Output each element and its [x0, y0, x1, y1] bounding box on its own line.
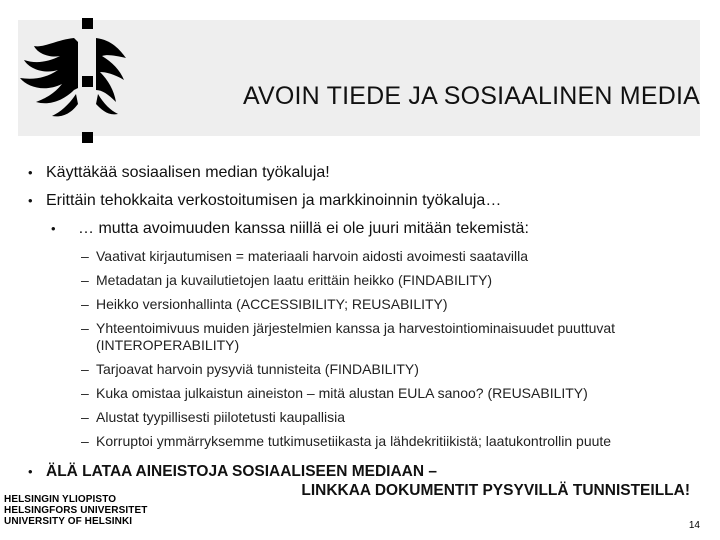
bullet-marker: •	[28, 464, 33, 479]
dash-item	[26, 296, 706, 313]
dash-item-continuation: (INTEROPERABILITY)	[96, 337, 240, 353]
dash-item-text: Metadatan ja kuvailutietojen laatu erittäin heikko (FINDABILITY)	[96, 272, 493, 288]
dash-item-text: Korruptoi ymmärryksemme tutkimusetiikasta ja lähdekritiikistä; laatukontrollin puute	[96, 433, 612, 449]
dash-item-text: Yhteentoimivuus muiden järjestelmien kanssa ja harvestointiominaisuudet puuttuvat	[96, 320, 616, 336]
dash-item	[26, 409, 706, 426]
dash-item	[26, 385, 706, 402]
sub-bullet-item	[26, 218, 706, 240]
dash-item-text: Heikko versionhallinta (ACCESSIBILITY; REUSABILITY)	[96, 296, 448, 312]
dash-marker: –	[81, 248, 89, 264]
dash-marker: –	[81, 385, 89, 401]
page-number: 14	[688, 520, 700, 531]
bullet-item	[26, 190, 706, 212]
slide-title: AVOIN TIEDE JA SOSIAALINEN MEDIA	[243, 82, 700, 110]
dash-marker: –	[81, 409, 89, 425]
dash-item-text: Vaativat kirjautumisen = materiaali harvoin aidosti avoimesti saatavilla	[96, 248, 528, 264]
dash-marker: –	[81, 320, 89, 336]
dash-marker: –	[81, 272, 89, 288]
slide-body	[26, 162, 706, 457]
bullet-marker: •	[28, 193, 33, 208]
bullet-text: Erittäin tehokkaita verkostoitumisen ja markkinoinnin työkaluja…	[46, 192, 502, 209]
final-line-2: LINKKAA DOKUMENTIT PYSYVILLÄ TUNNISTEILLA!	[301, 482, 690, 499]
university-name-fi: HELSINGIN YLIOPISTO	[4, 494, 117, 505]
dash-item-text: Alustat tyypillisesti piilotetusti kaupallisia	[96, 409, 345, 425]
bullet-item	[26, 162, 706, 184]
dash-item-text: Tarjoavat harvoin pysyviä tunnisteita (FINDABILITY)	[96, 361, 419, 377]
final-line-1-text: ÄLÄ LATAA AINEISTOJA SOSIAALISEEN MEDIAAN –	[46, 463, 437, 480]
sub-bullet-text: … mutta avoimuuden kanssa niillä ei ole juuri mitään tekemistä:	[78, 220, 529, 237]
dash-item	[26, 361, 706, 378]
bullet-marker: •	[51, 221, 56, 236]
dash-item	[26, 433, 706, 450]
university-name	[4, 494, 147, 527]
bullet-text: Käyttäkää sosiaalisen median työkaluja!	[46, 164, 330, 181]
final-line-1	[26, 462, 696, 481]
university-name-sv: HELSINGFORS UNIVERSITET	[4, 505, 148, 516]
dash-item-text: Kuka omistaa julkaistun aineiston – mitä alustan EULA sanoo? (REUSABILITY)	[96, 385, 588, 401]
dash-marker: –	[81, 361, 89, 377]
bullet-marker: •	[28, 165, 33, 180]
dash-marker: –	[81, 433, 89, 449]
dash-item	[26, 320, 706, 354]
dash-item	[26, 248, 706, 265]
university-name-en: UNIVERSITY OF HELSINKI	[4, 516, 133, 527]
dash-marker: –	[81, 296, 89, 312]
dash-item	[26, 272, 706, 289]
